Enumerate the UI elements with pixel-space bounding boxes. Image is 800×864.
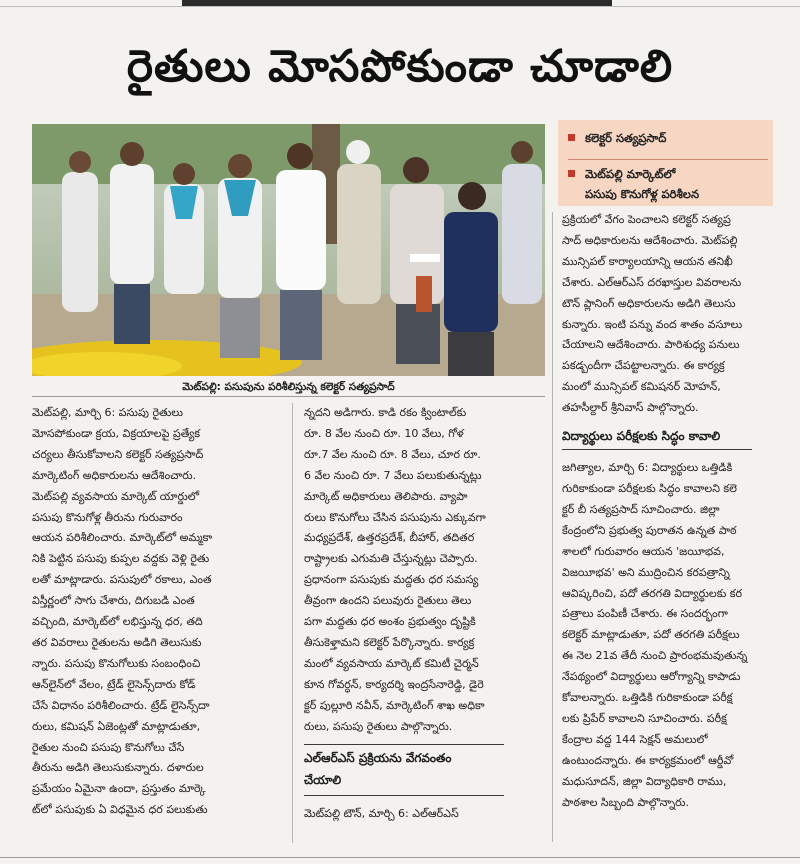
article-column-3 (562, 210, 774, 813)
article-line: మధుసూదన్, జిల్లా విద్యాధికారి రాము, (562, 774, 727, 788)
highlight-line: మెట్‌పల్లి మార్కెట్‌లో (585, 167, 676, 181)
article-line: మంలో వ్యవసాయ మార్కెట్ కమిటీ చైర్మన్ (304, 656, 479, 670)
article-line: వచ్చింది, మార్కెట్‌లో లభిస్తున్న ధర, తది (32, 615, 203, 629)
caption-divider (32, 396, 545, 397)
article-line: టౌన్ ప్లానింగ్ అధికారులను అడిగి తెలుసు (562, 296, 736, 310)
article-line: నికి పెట్టిన పసుపు కుప్పల వద్దకు వెళ్లి రైతు (32, 552, 210, 566)
bottom-divider (0, 857, 800, 858)
article-line: కోవాలన్నారు. ఒత్తిడికి గురికాకుండా పరీక్ష (562, 691, 733, 705)
article-line: రాష్ట్రాలకు ఎగుమతి చేస్తున్నట్లు చెప్పారు. (304, 552, 478, 566)
highlight-line: పసుపు కొనుగోళ్ల పరిశీలన (585, 187, 700, 201)
article-line: రులు కొనుగోలు చేసిన పసుపును ఎక్కువగా (304, 510, 486, 524)
subhead-rule (304, 744, 504, 745)
subheading: విద్యార్థులు పరీక్షలకు సిద్ధం కావాలి (562, 429, 721, 444)
article-line: ఆయన పరిశీలించారు. మార్కెట్‌లో అమ్మకా (32, 531, 213, 545)
highlight-text (585, 164, 699, 204)
article-line: 6 వేల నుంచి రూ. 7 వేలు పలుకుతున్నట్లు (304, 468, 482, 482)
article-line: న్నదని అడిగారు. కాడి రకం క్వింటాల్‌కు (304, 406, 467, 419)
article-line: జగిత్యాల, మార్చి 6: విద్యార్థులు ఒత్తిడికి (562, 461, 733, 475)
subhead-rule (304, 795, 504, 796)
article-line: మెట్‌పల్లి వ్యవసాయ మార్కెట్ యార్డులో (32, 489, 200, 503)
article-line: తీసుకెళ్తామని కలెక్టర్ పేర్కొన్నారు. కార్యక్ర (304, 635, 475, 649)
article-line: మార్కెట్ అధికారులు తెలిపారు. వ్యాపా (304, 489, 468, 503)
article-column-2 (304, 403, 544, 824)
article-line: ఉంటుందన్నారు. ఈ కార్యక్రమంలో ఆర్డీవో (562, 753, 734, 767)
photo-caption: మెట్‌పల్లి: పసుపును పరిశీలిస్తున్న కలెక్టర్ సత్యప్రసాద్ (182, 381, 395, 393)
article-line: రూ.7 వేల నుంచి రూ. 8 వేలు, చూర రూ. (304, 447, 481, 461)
subheading: చేయాలి (304, 772, 342, 787)
article-line: చేయాలని ఆదేశించారు. పారిశుధ్య పనులు (562, 338, 740, 352)
article-line: మార్కెటింగ్ అధికారులను ఆదేశించారు. (32, 468, 197, 482)
article-line: పకడ్బందీగా చేపట్టాలన్నారు. ఈ కార్యక్ర (562, 359, 725, 373)
article-column-1 (32, 403, 284, 821)
article-line: ఆన్‌లైన్‌లో వేలం, ట్రేడ్ లైసెన్స్‌దారు కోడ్ (32, 677, 196, 691)
highlight-box (558, 120, 773, 206)
article-line: లతో మాట్లాడారు. పసుపులో రకాలు, ఎంత (32, 573, 212, 587)
article-line: పాఠశాల సిబ్బంది పాల్గొన్నారు. (562, 795, 689, 809)
article-line: లకు ప్రిపేర్ కావాలని సూచించారు. పరీక్ష (562, 711, 727, 725)
subhead-rule (562, 449, 752, 450)
bullet-icon (568, 134, 575, 141)
article-line: ఆవిష్కరించి, పదో తరగతి విద్యార్థులకు కర (562, 586, 743, 600)
top-divider (0, 6, 800, 7)
news-photo (32, 124, 545, 376)
article-line: చర్యలు తీసుకోవాలని కలెక్టర్ సత్యప్రసాద్ (32, 447, 204, 461)
article-line: పత్రాలు పంపిణీ చేశారు. ఈ సందర్భంగా (562, 607, 728, 621)
article-line: కేంద్రంలోని ప్రభుత్వ పురాతన ఉన్నత పాఠ (562, 523, 737, 537)
article-line: పగా మద్దతు ధర అంశం ప్రభుత్వం దృష్టికి (304, 615, 476, 629)
article-line: న్నారు. పసుపు కొనుగోలుకు సంబంధించి (32, 656, 201, 670)
article-line: క్టర్ పుల్లూరి నవీన్, మార్కెటింగ్ శాఖ అధికా (304, 698, 485, 712)
article-line: కేంద్రాల వద్ద 144 సెక్షన్ అమలులో (562, 732, 708, 746)
article-line: పసుపు కొనుగోళ్ల తీరును గురువారం (32, 510, 183, 524)
column-divider (552, 212, 553, 842)
article-line: గురికాకుండా పరీక్షలకు సిద్ధం కావాలని కలె (562, 481, 737, 495)
article-line: కలెక్టర్ మాట్లాడుతూ, పదో తరగతి పరీక్షలు (562, 628, 740, 642)
article-line: మోసపోకుండా క్రయ, విక్రయాలపై ప్రత్యేక (32, 426, 201, 440)
highlight-item (558, 128, 773, 148)
article-line: తీవ్రంగా ఉందని పలువురు రైతులు తెలు (304, 594, 472, 608)
article-line: క్టర్ బీ సత్యప్రసాద్ సూచించారు. జిల్లా (562, 502, 720, 516)
article-line: తర వివరాలు రైతులను అడిగి తెలుసుకు (32, 635, 202, 649)
article-line: ప్రధానంగా పసుపుకు మద్దతు ధర సమస్య (304, 573, 479, 587)
article-line: తీరును అడిగి తెలుసుకున్నారు. దళారుల (32, 761, 204, 775)
article-line: మెట్‌పల్లి టౌన్, మార్చి 6: ఎల్ఆర్ఎస్ (304, 806, 459, 820)
article-line: మంలో మున్సిపల్ కమిషనర్ మోహన్, (562, 380, 721, 394)
highlight-item (558, 164, 773, 204)
article-line: నేపథ్యంలో విద్యార్థులు ఆరోగ్యాన్ని కాపాడు (562, 670, 741, 684)
article-line: సాద్ అధికారులను ఆదేశించారు. మెట్‌పల్లి (562, 233, 738, 247)
article-line: ట్‌లో పసుపుకు ఏ విధమైన ధర పలుకుతు (32, 803, 208, 817)
article-line: రూ. 8 వేల నుంచి రూ. 10 వేలు, గోళ (304, 426, 464, 440)
subheading: ఎల్ఆర్ఎస్ ప్రక్రియను వేగవంతం (304, 750, 452, 765)
article-line: ప్రమేయం ఏమైనా ఉందా, ప్రస్తుతం మార్కె (32, 782, 206, 796)
highlight-divider (568, 159, 768, 160)
article-line: మెట్‌పల్లి, మార్చి 6: పసుపు రైతులు (32, 406, 183, 419)
article-line: కున్నారు. ఇంటి పన్ను వంద శాతం వసూలు (562, 317, 743, 331)
article-line: తహసీల్దార్ శ్రీనివాస్ పాల్గొన్నారు. (562, 401, 699, 415)
article-line: ప్రక్రియలో వేగం పెంచాలని కలెక్టర్ సత్యప్ర (562, 213, 731, 226)
article-line: మున్సిపల్ కార్యాలయాన్ని ఆయన తనిఖీ (562, 254, 733, 268)
article-line: చేసే విధానం పరిశీలించారు. ట్రేడ్ లైసెన్స్‌దా (32, 698, 210, 712)
article-line: విజయీభవ' అని ముద్రించిన కరపత్రాన్ని (562, 565, 730, 579)
article-line: విస్తీర్ణంలో సాగు చేశారు, దిగుబడి ఎంత (32, 594, 195, 608)
headline: రైతులు మోసపోకుండా చూడాలి (126, 41, 674, 92)
column-divider (292, 403, 293, 843)
highlight-text: కలెక్టర్ సత్యప్రసాద్ (585, 131, 667, 145)
article-line: కూన గోవర్ధన్, కార్యదర్శి ఇంద్రసేనారెడ్డి, డైరె (304, 677, 484, 691)
article-line: మధ్యప్రదేశ్, ఉత్తరప్రదేశ్, బీహార్, తదితర (304, 531, 475, 545)
article-line: ఈ నెల 21వ తేదీ నుంచి ప్రారంభమవుతున్న (562, 649, 748, 663)
article-line: రైతుల నుంచి పసుపు కొనుగోలు చేసే (32, 740, 185, 754)
article-line: చేశారు. ఎల్ఆర్ఎస్ దరఖాస్తుల వివరాలను (562, 275, 742, 289)
bullet-icon (568, 170, 575, 177)
article-line: శాలలో గురువారం ఆయన 'జయీభవ, (562, 544, 725, 558)
article-line: రులు, పసుపు రైతులు పాల్గొన్నారు. (304, 719, 453, 733)
article-line: రులు, కమిషన్ ఏజెంట్లతో మాట్లాడుతూ, (32, 719, 201, 733)
